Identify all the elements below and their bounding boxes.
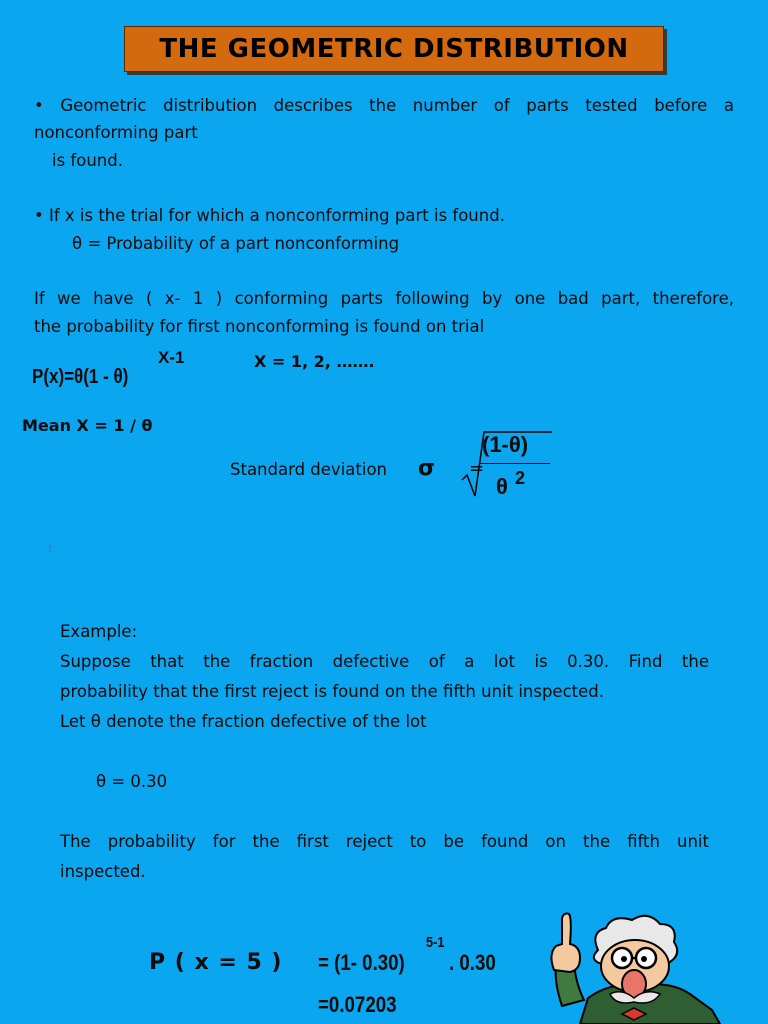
bullet-1-line-2: nonconforming part: [34, 123, 198, 142]
example-line-4: The probability for the first reject to be found on the fifth unit: [60, 832, 709, 851]
solution-equation-2: =0.07203: [318, 992, 397, 1017]
bullet-2-line-2: θ = Probability of a part nonconforming: [72, 234, 400, 253]
pmf-exponent: X-1: [158, 348, 185, 367]
professor-cartoon-icon: [540, 910, 730, 1024]
paragraph-line-1: If we have ( x- 1 ) conforming parts following by one bad part, therefore,: [34, 289, 734, 308]
solution-equation-1: = (1- 0.30): [318, 950, 405, 975]
bullet-1-line-1: • Geometric distribution describes the number of parts tested before a: [34, 96, 734, 115]
paragraph-line-2: the probability for first nonconforming is found on trial: [34, 317, 485, 336]
equals-sign: =: [469, 458, 485, 479]
domain-text: X = 1, 2, …….: [254, 352, 375, 371]
stray-mark: t: [48, 542, 53, 555]
solution-exponent: 5-1: [426, 934, 445, 951]
sigma-symbol: σ: [418, 456, 436, 481]
example-line-5: inspected.: [60, 862, 146, 881]
sd-denominator-exponent: 2: [515, 468, 526, 488]
example-line-1: Suppose that the fraction defective of a lot is 0.30. Find the: [60, 652, 709, 671]
theta-value: θ = 0.30: [96, 772, 168, 791]
sd-denominator: θ: [496, 474, 508, 499]
example-line-2: probability that the first reject is found on the fifth unit inspected.: [60, 682, 604, 701]
bullet-1-line-3: is found.: [52, 151, 123, 170]
solution-factor: . 0.30: [449, 950, 496, 975]
pmf-formula: P(x)=θ(1 - θ): [32, 366, 129, 388]
bullet-2-line-1: • If x is the trial for which a nonconforming part is found.: [34, 206, 505, 225]
sd-label: Standard deviation: [230, 460, 387, 479]
example-line-3: Let θ denote the fraction defective of the lot: [60, 712, 427, 731]
example-heading: Example:: [60, 622, 138, 641]
sd-numerator: (1-θ): [482, 432, 529, 457]
solution-lhs: P ( x = 5 ): [149, 950, 283, 975]
fraction-bar: [480, 463, 550, 464]
mean-formula: Mean X = 1 / θ: [22, 416, 153, 435]
page-title: THE GEOMETRIC DISTRIBUTION: [124, 26, 664, 72]
